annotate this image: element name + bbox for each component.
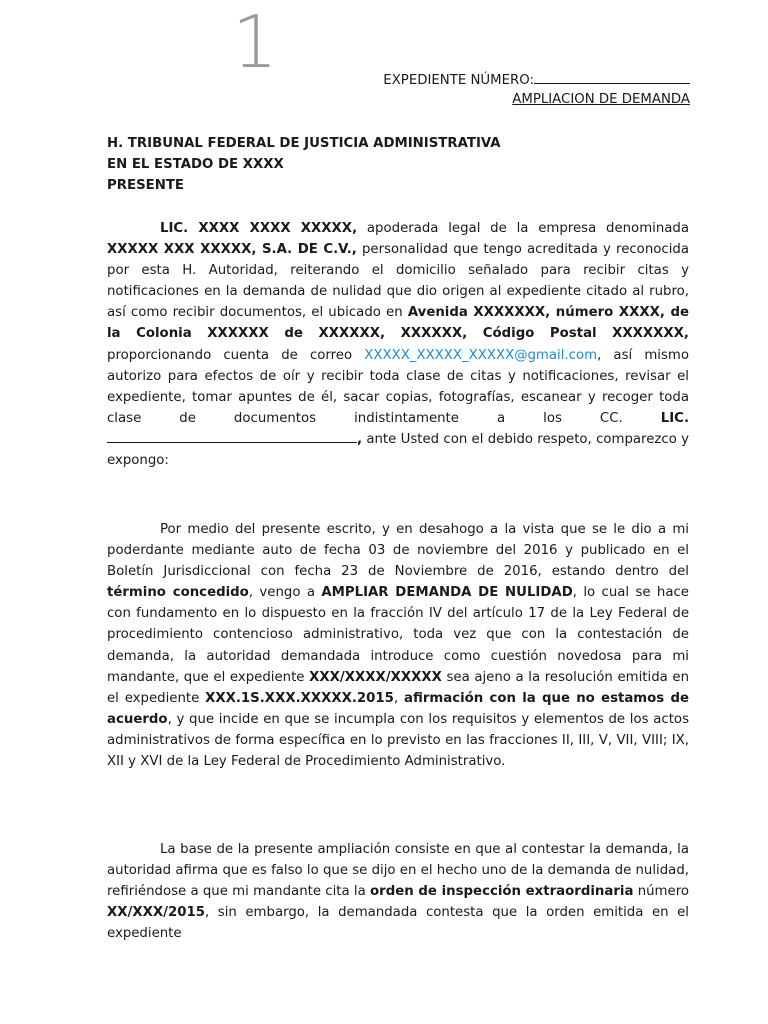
- paragraph-1: LIC. XXXX XXXX XXXXX, apoderada legal de la empresa denominada XXXXX XXX XXXXX, S.A. DE C.V., personalidad que tengo acreditada y reconocida por esta H. Autoridad, reiterando el domicilio señalado para recibir citas y notificaciones en la demanda de nulidad que dio origen al expediente citado al rubro, así como recibir documentos, el ubicado en Avenida XXXXXXX, número XXXX, de la Colonia XXXXXX de XXXXXX, XXXXXX, Código Postal XXXXXXX, proporcionando cuenta de correo XXXXX_XXXXX_XXXXX@gmail.com, así mismo autorizo para efectos de oír y recibir toda clase de citas y notificaciones, revisar el expediente, tomar apuntes de él, sacar copias, fotografías, escanear y recoger toda clase de documentos indistintamente a los CC. LIC. , ante Usted con el debido respeto, comparezco y expongo:: [107, 221, 689, 469]
- email-link[interactable]: XXXXX_XXXXX_XXXXX@gmail.com: [364, 347, 598, 363]
- document-subject: AMPLIACION DE DEMANDA: [512, 92, 690, 107]
- addressee-line-1: H. TRIBUNAL FEDERAL DE JUSTICIA ADMINISTRATIVA: [107, 136, 501, 151]
- lic-label: LIC.: [660, 410, 689, 426]
- expediente-id-2: XXX.1S.XXX.XXXXX.2015: [205, 690, 394, 706]
- paragraph-2: Por medio del presente escrito, y en desahogo a la vista que se le dio a mi poderdante mediante auto de fecha 03 de noviembre del 2016 y publicado en el Boletín Jurisdiccional con fecha 23 de Noviembre de 2016, estando dentro del término concedido, vengo a AMPLIAR DEMANDA DE NULIDAD, lo cual se hace con fundamento en lo dispuesto en la fracción IV del artículo 17 de la Ley Federal de procedimiento contencioso administrativo, toda vez que con la contestación de demanda, la autoridad demandada introduce como cuestión novedosa para mi mandante, que el expediente XXX/XXXX/XXXXX sea ajeno a la resolución emitida en el expediente XXX.1S.XXX.XXXXX.2015, afirmación con la que no estamos de acuerdo, y que incide en que se incumpla con los requisitos y elementos de los actos administrativos de forma específica en lo previsto en las fracciones II, III, V, VII, VIII; IX, XII y XVI de la Ley Federal de Procedimiento Administrativo.: [107, 522, 689, 770]
- expediente-blank: [534, 70, 690, 84]
- expediente-line: [383, 70, 690, 90]
- lawyer-name: LIC. XXXX XXXX XXXXX,: [160, 221, 358, 236]
- term-concedido: término concedido: [107, 585, 249, 601]
- page-number: 1: [232, 0, 278, 84]
- addressee-line-2: EN EL ESTADO DE XXXX: [107, 157, 284, 172]
- expediente-label: EXPEDIENTE NÚMERO:: [383, 73, 534, 88]
- disagreement-statement: afirmación con la que no estamos de acuerdo: [107, 690, 689, 727]
- addressee-block: [107, 133, 667, 196]
- address: Avenida XXXXXXX, número XXXX, de la Colonia XXXXXX de XXXXXX, XXXXXX, Código Postal XXXXXXX,: [107, 305, 689, 342]
- expediente-id-1: XXX/XXXX/XXXXX: [309, 669, 442, 685]
- addressee-line-3: PRESENTE: [107, 178, 185, 193]
- ampliar-demanda: AMPLIAR DEMANDA DE NULIDAD: [321, 585, 573, 601]
- company-name: XXXXX XXX XXXXX, S.A. DE C.V.,: [107, 242, 357, 258]
- paragraph-3: La base de la presente ampliación consiste en que al contestar la demanda, la autoridad afirma que es falso lo que se dijo en el hecho uno de la demanda de nulidad, refiriéndose a que mi mandante cita la orden de inspección extraordinaria número XX/XXX/2015, sin embargo, la demandada contesta que la orden emitida en el expediente: [107, 842, 689, 942]
- inspection-order: orden de inspección extraordinaria: [370, 884, 634, 900]
- authorized-blank: [107, 429, 357, 443]
- order-number: XX/XXX/2015: [107, 905, 205, 921]
